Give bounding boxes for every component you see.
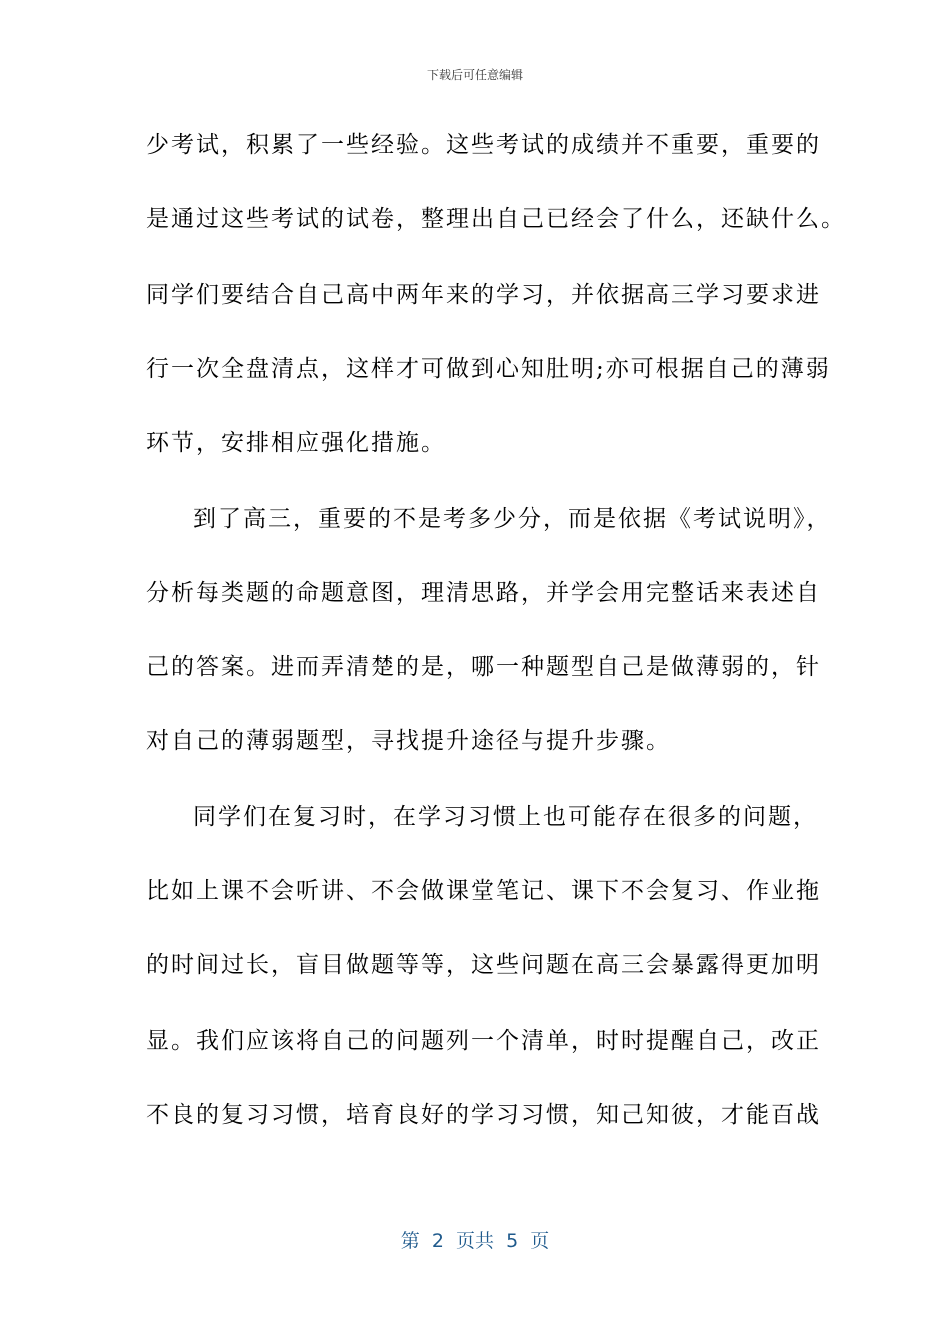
text-line: 显。我们应该将自己的问题列一个清单，时时提醒自己，改正 — [146, 1028, 821, 1054]
text-line: 同学们要结合自己高中两年来的学习，并依据高三学习要求进 — [146, 282, 821, 308]
text-line: 少考试，积累了一些经验。这些考试的成绩并不重要，重要的 — [146, 132, 821, 158]
text-line: 环节，安排相应强化措施。 — [146, 430, 446, 456]
text-line: 比如上课不会听讲、不会做课堂笔记、课下不会复习、作业拖 — [146, 878, 821, 904]
text-line: 行一次全盘清点，这样才可做到心知肚明;亦可根据自己的薄弱 — [146, 356, 831, 382]
text-line: 到了高三，重要的不是考多少分，而是依据《考试说明》， — [193, 506, 832, 532]
text-line: 同学们在复习时，在学习习惯上也可能存在很多的问题， — [193, 804, 818, 830]
text-line: 的时间过长，盲目做题等等，这些问题在高三会暴露得更加明 — [146, 952, 821, 978]
text-line: 分析每类题的命题意图，理清思路，并学会用完整话来表述自 — [146, 580, 821, 606]
page-header-note: 下载后可任意编辑 — [426, 68, 523, 82]
text-line: 是通过这些考试的试卷，整理出自己已经会了什么，还缺什么。 — [146, 206, 846, 232]
text-line: 己的答案。进而弄清楚的是，哪一种题型自己是做薄弱的，针 — [146, 654, 821, 680]
text-line: 对自己的薄弱题型，寻找提升途径与提升步骤。 — [146, 728, 671, 754]
page-number-footer: 第 2 页共 5 页 — [400, 1230, 550, 1252]
text-line: 不良的复习习惯，培育良好的学习习惯，知己知彼，才能百战 — [146, 1102, 821, 1128]
